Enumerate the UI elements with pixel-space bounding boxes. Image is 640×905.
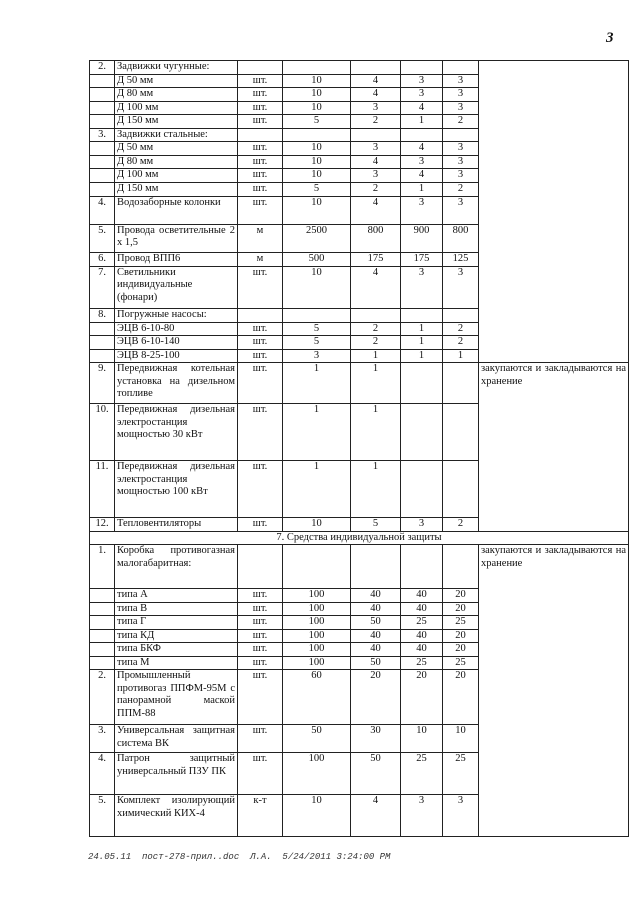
unit-cell: шт.: [238, 349, 283, 363]
quantity-cell: 2: [443, 322, 479, 336]
quantity-cell: 3: [443, 88, 479, 102]
quantity-cell: 1: [283, 461, 351, 518]
row-number-cell: [90, 142, 115, 156]
unit-cell: [238, 128, 283, 142]
item-name-cell: типа Г: [115, 616, 238, 630]
quantity-cell: 100: [283, 643, 351, 657]
row-number-cell: 11.: [90, 461, 115, 518]
quantity-cell: 50: [351, 616, 401, 630]
quantity-cell: 5: [283, 322, 351, 336]
section-title: 7. Средства индивидуальной защиты: [90, 531, 629, 545]
item-name-cell: Комплект изолирующий химический КИХ-4: [115, 795, 238, 837]
quantity-cell: 5: [283, 336, 351, 350]
quantity-cell: 2500: [283, 224, 351, 252]
unit-cell: [238, 545, 283, 589]
quantity-cell: 2: [351, 336, 401, 350]
quantity-cell: 10: [283, 142, 351, 156]
unit-cell: шт.: [238, 142, 283, 156]
quantity-cell: 3: [283, 349, 351, 363]
page-number: 3: [606, 30, 614, 46]
item-name-cell: ЭЦВ 6-10-80: [115, 322, 238, 336]
item-name-cell: Д 100 мм: [115, 101, 238, 115]
unit-cell: шт.: [238, 155, 283, 169]
quantity-cell: [401, 404, 443, 461]
item-name-cell: Передвижная дизельная электростанция мощностью 100 кВт: [115, 461, 238, 518]
row-number-cell: 2.: [90, 61, 115, 75]
item-name-cell: Универсальная защитная система ВК: [115, 725, 238, 753]
quantity-cell: 2: [351, 182, 401, 196]
row-number-cell: 1.: [90, 545, 115, 589]
item-name-cell: Коробка противогазная малогабаритная:: [115, 545, 238, 589]
unit-cell: шт.: [238, 670, 283, 725]
quantity-cell: 10: [283, 266, 351, 308]
item-name-cell: Патрон защитный универсальный ПЗУ ПК: [115, 753, 238, 795]
quantity-cell: 25: [443, 616, 479, 630]
unit-cell: [238, 308, 283, 322]
quantity-cell: 3: [443, 101, 479, 115]
quantity-cell: 25: [443, 656, 479, 670]
unit-cell: шт.: [238, 629, 283, 643]
item-name-cell: Д 150 мм: [115, 182, 238, 196]
unit-cell: шт.: [238, 602, 283, 616]
quantity-cell: 25: [443, 753, 479, 795]
quantity-cell: 40: [401, 643, 443, 657]
quantity-cell: 1: [443, 349, 479, 363]
row-number-cell: [90, 629, 115, 643]
quantity-cell: 2: [443, 115, 479, 129]
quantity-cell: 40: [351, 589, 401, 603]
quantity-cell: 3: [351, 142, 401, 156]
unit-cell: шт.: [238, 589, 283, 603]
quantity-cell: 10: [283, 88, 351, 102]
quantity-cell: 20: [443, 670, 479, 725]
item-name-cell: типа А: [115, 589, 238, 603]
row-number-cell: 7.: [90, 266, 115, 308]
quantity-cell: [283, 308, 351, 322]
unit-cell: шт.: [238, 266, 283, 308]
note-cell: закупаются и закладываются на хранение: [479, 545, 629, 837]
quantity-cell: 40: [401, 602, 443, 616]
quantity-cell: 100: [283, 616, 351, 630]
quantity-cell: 1: [401, 336, 443, 350]
quantity-cell: 5: [283, 182, 351, 196]
quantity-cell: 4: [401, 142, 443, 156]
quantity-cell: [351, 128, 401, 142]
quantity-cell: 20: [443, 643, 479, 657]
item-name-cell: типа В: [115, 602, 238, 616]
quantity-cell: 1: [401, 349, 443, 363]
row-number-cell: [90, 169, 115, 183]
quantity-cell: [401, 61, 443, 75]
quantity-cell: [443, 61, 479, 75]
row-number-cell: [90, 155, 115, 169]
quantity-cell: 10: [283, 196, 351, 224]
quantity-cell: [443, 545, 479, 589]
quantity-cell: 100: [283, 602, 351, 616]
quantity-cell: 25: [401, 753, 443, 795]
unit-cell: шт.: [238, 656, 283, 670]
row-number-cell: [90, 643, 115, 657]
quantity-cell: 3: [351, 101, 401, 115]
quantity-cell: 3: [443, 266, 479, 308]
quantity-cell: 3: [443, 196, 479, 224]
quantity-cell: 2: [443, 182, 479, 196]
quantity-cell: 10: [283, 795, 351, 837]
quantity-cell: 40: [401, 589, 443, 603]
unit-cell: м: [238, 252, 283, 266]
row-number-cell: 4.: [90, 753, 115, 795]
quantity-cell: 40: [351, 602, 401, 616]
quantity-cell: 50: [283, 725, 351, 753]
row-number-cell: 5.: [90, 795, 115, 837]
quantity-cell: 1: [283, 404, 351, 461]
quantity-cell: 1: [401, 115, 443, 129]
item-name-cell: Задвижки стальные:: [115, 128, 238, 142]
unit-cell: шт.: [238, 101, 283, 115]
unit-cell: м: [238, 224, 283, 252]
row-number-cell: [90, 589, 115, 603]
row-number-cell: [90, 616, 115, 630]
quantity-cell: [401, 363, 443, 404]
row-number-cell: 3.: [90, 725, 115, 753]
quantity-cell: 10: [283, 74, 351, 88]
item-name-cell: типа БКФ: [115, 643, 238, 657]
row-number-cell: 8.: [90, 308, 115, 322]
quantity-cell: [443, 128, 479, 142]
item-name-cell: Задвижки чугунные:: [115, 61, 238, 75]
quantity-cell: 10: [283, 169, 351, 183]
quantity-cell: 125: [443, 252, 479, 266]
quantity-cell: 2: [351, 322, 401, 336]
table-body: [90, 61, 629, 837]
item-name-cell: ЭЦВ 6-10-140: [115, 336, 238, 350]
quantity-cell: 3: [401, 795, 443, 837]
unit-cell: шт.: [238, 182, 283, 196]
unit-cell: [238, 61, 283, 75]
quantity-cell: 1: [351, 404, 401, 461]
item-name-cell: Передвижная дизельная электростанция мощностью 30 кВт: [115, 404, 238, 461]
quantity-cell: 1: [351, 363, 401, 404]
item-name-cell: Передвижная котельная установка на дизельном топливе: [115, 363, 238, 404]
quantity-cell: 10: [401, 725, 443, 753]
quantity-cell: 1: [351, 461, 401, 518]
quantity-cell: 10: [283, 518, 351, 532]
item-name-cell: Д 150 мм: [115, 115, 238, 129]
quantity-cell: 3: [401, 74, 443, 88]
item-name-cell: Водозаборные колонки: [115, 196, 238, 224]
quantity-cell: 50: [351, 753, 401, 795]
quantity-cell: 40: [351, 643, 401, 657]
quantity-cell: 40: [351, 629, 401, 643]
unit-cell: шт.: [238, 725, 283, 753]
row-number-cell: 3.: [90, 128, 115, 142]
quantity-cell: 50: [351, 656, 401, 670]
quantity-cell: [351, 61, 401, 75]
table-row: [90, 363, 629, 404]
table-row: [90, 61, 629, 75]
item-name-cell: Промышленный противогаз ППФМ-95М с панорамной маской ППМ-88: [115, 670, 238, 725]
quantity-cell: 1: [401, 182, 443, 196]
quantity-cell: [351, 545, 401, 589]
row-number-cell: [90, 115, 115, 129]
quantity-cell: 3: [443, 795, 479, 837]
quantity-cell: 25: [401, 656, 443, 670]
quantity-cell: 3: [401, 518, 443, 532]
quantity-cell: [443, 404, 479, 461]
quantity-cell: 20: [443, 602, 479, 616]
quantity-cell: 175: [401, 252, 443, 266]
row-number-cell: [90, 602, 115, 616]
quantity-cell: [401, 308, 443, 322]
quantity-cell: 100: [283, 589, 351, 603]
quantity-cell: 1: [351, 349, 401, 363]
quantity-cell: 20: [443, 629, 479, 643]
unit-cell: шт.: [238, 336, 283, 350]
section-header-row: [90, 531, 629, 545]
unit-cell: шт.: [238, 322, 283, 336]
quantity-cell: [283, 128, 351, 142]
quantity-cell: 100: [283, 656, 351, 670]
row-number-cell: [90, 101, 115, 115]
quantity-cell: 1: [283, 363, 351, 404]
row-number-cell: 2.: [90, 670, 115, 725]
item-name-cell: Д 80 мм: [115, 88, 238, 102]
quantity-cell: 4: [351, 88, 401, 102]
row-number-cell: 6.: [90, 252, 115, 266]
item-name-cell: Погружные насосы:: [115, 308, 238, 322]
row-number-cell: [90, 336, 115, 350]
quantity-cell: 3: [443, 155, 479, 169]
unit-cell: шт.: [238, 404, 283, 461]
row-number-cell: 5.: [90, 224, 115, 252]
quantity-cell: 800: [351, 224, 401, 252]
quantity-cell: 20: [401, 670, 443, 725]
inventory-table: [89, 60, 629, 837]
quantity-cell: 60: [283, 670, 351, 725]
row-number-cell: 9.: [90, 363, 115, 404]
unit-cell: шт.: [238, 461, 283, 518]
row-number-cell: [90, 88, 115, 102]
row-number-cell: 12.: [90, 518, 115, 532]
unit-cell: шт.: [238, 616, 283, 630]
quantity-cell: 100: [283, 753, 351, 795]
quantity-cell: 100: [283, 629, 351, 643]
item-name-cell: типа КД: [115, 629, 238, 643]
quantity-cell: 20: [443, 589, 479, 603]
item-name-cell: Светильники индивидуальные (фонари): [115, 266, 238, 308]
quantity-cell: [351, 308, 401, 322]
quantity-cell: [443, 308, 479, 322]
quantity-cell: 4: [351, 196, 401, 224]
quantity-cell: 10: [283, 101, 351, 115]
quantity-cell: 25: [401, 616, 443, 630]
quantity-cell: 800: [443, 224, 479, 252]
table-row: [90, 545, 629, 589]
quantity-cell: 900: [401, 224, 443, 252]
item-name-cell: ЭЦВ 8-25-100: [115, 349, 238, 363]
quantity-cell: 3: [401, 266, 443, 308]
quantity-cell: 2: [443, 336, 479, 350]
row-number-cell: 10.: [90, 404, 115, 461]
quantity-cell: 4: [351, 795, 401, 837]
item-name-cell: Д 50 мм: [115, 74, 238, 88]
unit-cell: шт.: [238, 643, 283, 657]
quantity-cell: 10: [283, 155, 351, 169]
quantity-cell: [401, 545, 443, 589]
quantity-cell: 3: [401, 196, 443, 224]
unit-cell: шт.: [238, 753, 283, 795]
unit-cell: шт.: [238, 363, 283, 404]
row-number-cell: [90, 74, 115, 88]
quantity-cell: 3: [351, 169, 401, 183]
quantity-cell: [283, 61, 351, 75]
item-name-cell: Д 100 мм: [115, 169, 238, 183]
quantity-cell: 500: [283, 252, 351, 266]
quantity-cell: 5: [351, 518, 401, 532]
quantity-cell: [401, 461, 443, 518]
quantity-cell: 3: [443, 74, 479, 88]
quantity-cell: 10: [443, 725, 479, 753]
item-name-cell: Д 50 мм: [115, 142, 238, 156]
quantity-cell: 2: [351, 115, 401, 129]
row-number-cell: [90, 349, 115, 363]
quantity-cell: 4: [351, 74, 401, 88]
quantity-cell: 40: [401, 629, 443, 643]
quantity-cell: 3: [401, 88, 443, 102]
item-name-cell: Провода осветительные 2 х 1,5: [115, 224, 238, 252]
quantity-cell: 3: [443, 169, 479, 183]
quantity-cell: 4: [401, 101, 443, 115]
quantity-cell: 5: [283, 115, 351, 129]
quantity-cell: 1: [401, 322, 443, 336]
unit-cell: шт.: [238, 518, 283, 532]
quantity-cell: 20: [351, 670, 401, 725]
quantity-cell: 4: [401, 169, 443, 183]
row-number-cell: [90, 182, 115, 196]
row-number-cell: [90, 656, 115, 670]
unit-cell: шт.: [238, 88, 283, 102]
quantity-cell: 3: [443, 142, 479, 156]
note-cell: [479, 61, 629, 363]
quantity-cell: [283, 545, 351, 589]
quantity-cell: 30: [351, 725, 401, 753]
unit-cell: шт.: [238, 115, 283, 129]
quantity-cell: 4: [351, 155, 401, 169]
quantity-cell: [443, 461, 479, 518]
item-name-cell: Д 80 мм: [115, 155, 238, 169]
quantity-cell: 3: [401, 155, 443, 169]
unit-cell: шт.: [238, 196, 283, 224]
row-number-cell: 4.: [90, 196, 115, 224]
document-footer: 24.05.11 пост-278-прил..doc Л.А. 5/24/2011 3:24:00 PM: [88, 852, 391, 862]
quantity-cell: [443, 363, 479, 404]
item-name-cell: типа М: [115, 656, 238, 670]
quantity-cell: [401, 128, 443, 142]
item-name-cell: Провод ВПП6: [115, 252, 238, 266]
quantity-cell: 4: [351, 266, 401, 308]
unit-cell: шт.: [238, 74, 283, 88]
unit-cell: шт.: [238, 169, 283, 183]
quantity-cell: 175: [351, 252, 401, 266]
quantity-cell: 2: [443, 518, 479, 532]
item-name-cell: Тепловентиляторы: [115, 518, 238, 532]
row-number-cell: [90, 322, 115, 336]
note-cell: закупаются и закладываются на хранение: [479, 363, 629, 532]
unit-cell: к-т: [238, 795, 283, 837]
